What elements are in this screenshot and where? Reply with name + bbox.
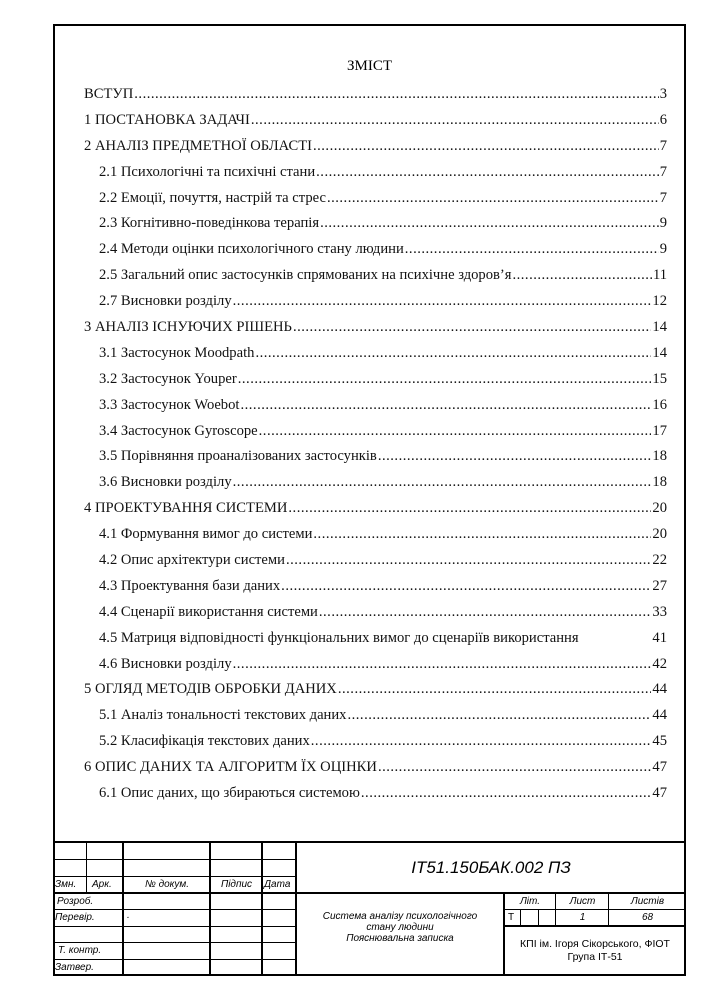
role-approved: Затвер. bbox=[55, 962, 94, 973]
toc-entry-page: 20 bbox=[652, 500, 667, 517]
toc-leader-dots bbox=[233, 474, 652, 491]
toc-entry-page: 22 bbox=[652, 552, 667, 569]
toc-entry[interactable] bbox=[84, 397, 667, 423]
toc-entry-page: 20 bbox=[652, 526, 667, 543]
toc-entry-label: 4.2 Опис архітектури системи bbox=[99, 552, 285, 569]
toc-leader-dots bbox=[319, 604, 652, 621]
tb-rule bbox=[261, 842, 263, 976]
toc-entry-label: 2.4 Методи оцінки психологічного стану людини bbox=[99, 241, 404, 258]
toc-leader-dots bbox=[134, 86, 658, 103]
toc-entry[interactable] bbox=[84, 604, 667, 630]
toc-entry[interactable] bbox=[84, 371, 667, 397]
toc-entry-page: 6 bbox=[659, 111, 667, 128]
toc-leader-dots bbox=[286, 552, 651, 569]
toc-leader-dots bbox=[238, 371, 652, 388]
toc-entry-label: 3.1 Застосунок Moodpath bbox=[99, 344, 255, 361]
tb-rule bbox=[53, 942, 296, 943]
toc-entry-label: 4 ПРОЕКТУВАННЯ СИСТЕМИ bbox=[84, 500, 288, 517]
role-checked: Перевір. bbox=[55, 912, 95, 923]
toc-leader-dots bbox=[361, 785, 652, 802]
toc-entry[interactable] bbox=[84, 423, 667, 449]
toc-entry[interactable] bbox=[84, 552, 667, 578]
table-of-contents bbox=[84, 86, 667, 811]
toc-entry-label: 2.5 Загальний опис застосунків спрямованих на психічне здоров’я bbox=[99, 267, 512, 284]
toc-entry[interactable] bbox=[84, 733, 667, 759]
toc-entry[interactable] bbox=[84, 759, 667, 785]
description-line: стану людини bbox=[366, 922, 434, 933]
toc-entry[interactable] bbox=[84, 448, 667, 474]
toc-entry-label: 2 АНАЛІЗ ПРЕДМЕТНОЇ ОБЛАСТІ bbox=[84, 137, 312, 154]
toc-entry[interactable] bbox=[84, 345, 667, 371]
toc-leader-dots bbox=[281, 578, 651, 595]
toc-entry-page: 9 bbox=[659, 215, 667, 232]
document-description bbox=[296, 893, 504, 976]
toc-entry-page: 14 bbox=[652, 344, 667, 361]
toc-entry-label: 2.1 Психологічні та психічні стани bbox=[99, 163, 316, 180]
header-doc-no: № докум. bbox=[144, 879, 190, 890]
toc-leader-dots bbox=[259, 423, 652, 440]
toc-entry[interactable] bbox=[84, 474, 667, 500]
header-change: Змн. bbox=[55, 879, 77, 890]
toc-entry[interactable] bbox=[84, 630, 667, 656]
tb-rule bbox=[86, 842, 87, 893]
toc-leader-dots bbox=[327, 190, 659, 207]
sheet-value: 1 bbox=[579, 912, 586, 923]
header-sheet: Арк. bbox=[92, 879, 112, 890]
toc-entry-label: 1 ПОСТАНОВКА ЗАДАЧІ bbox=[84, 111, 250, 128]
toc-entry-page: 33 bbox=[652, 603, 667, 620]
toc-title: ЗМІСТ bbox=[346, 58, 392, 74]
toc-entry[interactable] bbox=[84, 785, 667, 811]
description-line: Система аналізу психологічного bbox=[322, 911, 478, 922]
toc-entry-label: 2.2 Емоції, почуття, настрій та стрес bbox=[99, 189, 326, 206]
toc-entry-page: 7 bbox=[659, 137, 667, 154]
toc-leader-dots bbox=[378, 759, 651, 776]
toc-leader-dots bbox=[313, 138, 659, 155]
document-code: ІТ51.150БАК.002 ПЗ bbox=[411, 857, 571, 877]
toc-leader-dots bbox=[347, 707, 651, 724]
toc-entry-label: ВСТУП bbox=[84, 86, 134, 102]
toc-entry-page: 41 bbox=[652, 629, 667, 646]
toc-entry-page: 9 bbox=[659, 241, 667, 258]
header-date: Дата bbox=[264, 879, 291, 890]
toc-entry[interactable] bbox=[84, 319, 667, 345]
tb-rule bbox=[209, 842, 211, 976]
tb-rule bbox=[520, 909, 521, 926]
toc-entry-label: 4.5 Матриця відповідності функціональних вимог до сценаріїв використання bbox=[99, 629, 579, 646]
checked-value: . bbox=[127, 910, 130, 921]
toc-entry[interactable] bbox=[84, 293, 667, 319]
toc-entry-label: 2.7 Висновки розділу bbox=[99, 293, 232, 310]
toc-entry[interactable] bbox=[84, 190, 667, 216]
toc-leader-dots bbox=[233, 293, 652, 310]
organization-line: Група ІТ-51 bbox=[567, 951, 623, 963]
toc-entry-label: 3 АНАЛІЗ ІСНУЮЧИХ РІШЕНЬ bbox=[84, 319, 292, 336]
toc-entry-label: 3.4 Застосунок Gyroscope bbox=[99, 422, 258, 439]
toc-entry-label: 5.2 Класифікація текстових даних bbox=[99, 733, 310, 750]
toc-entry[interactable] bbox=[84, 138, 667, 164]
toc-entry[interactable] bbox=[84, 656, 667, 682]
organization bbox=[504, 926, 686, 976]
toc-entry-page: 18 bbox=[652, 448, 667, 465]
toc-entry-page: 44 bbox=[652, 681, 667, 698]
sheets-label: Листів bbox=[630, 896, 665, 907]
role-developed: Розроб. bbox=[57, 896, 94, 907]
toc-entry-label: 6.1 Опис даних, що збираються системою bbox=[99, 785, 360, 802]
toc-entry[interactable] bbox=[84, 500, 667, 526]
toc-entry-page: 7 bbox=[659, 189, 667, 206]
toc-entry-page: 44 bbox=[652, 707, 667, 724]
toc-entry-page: 11 bbox=[652, 267, 667, 284]
toc-entry-label: 4.3 Проектування бази даних bbox=[99, 577, 281, 594]
tb-rule bbox=[53, 859, 296, 860]
toc-entry[interactable] bbox=[84, 681, 667, 707]
toc-entry[interactable] bbox=[84, 578, 667, 604]
toc-leader-dots bbox=[512, 267, 651, 284]
header-signature: Підпис bbox=[220, 879, 253, 890]
toc-entry-page: 17 bbox=[652, 422, 667, 439]
sheets-value: 68 bbox=[641, 912, 654, 923]
toc-leader-dots bbox=[313, 526, 651, 543]
toc-entry-label: 3.5 Порівняння проаналізованих застосунків bbox=[99, 448, 377, 465]
toc-entry-label: 3.6 Висновки розділу bbox=[99, 474, 232, 491]
toc-leader-dots bbox=[311, 733, 652, 750]
toc-entry-label: 3.2 Застосунок Youper bbox=[99, 370, 237, 387]
toc-entry-label: 2.3 Когнітивно-поведінкова терапія bbox=[99, 215, 320, 232]
lit-value: Т bbox=[508, 912, 515, 923]
tb-rule bbox=[53, 926, 296, 927]
toc-entry-page: 7 bbox=[659, 163, 667, 180]
tb-rule bbox=[53, 876, 296, 877]
toc-entry[interactable] bbox=[84, 112, 667, 138]
toc-entry-page: 47 bbox=[652, 785, 667, 802]
toc-entry-page: 16 bbox=[652, 396, 667, 413]
toc-entry-page: 3 bbox=[659, 86, 667, 102]
toc-entry-page: 42 bbox=[652, 655, 667, 672]
toc-entry-page: 14 bbox=[652, 319, 667, 336]
toc-leader-dots bbox=[255, 345, 651, 362]
toc-leader-dots bbox=[316, 164, 659, 181]
toc-leader-dots bbox=[405, 241, 659, 258]
toc-leader-dots bbox=[320, 215, 659, 232]
toc-entry-page: 47 bbox=[652, 759, 667, 776]
toc-entry-label: 5 ОГЛЯД МЕТОДІВ ОБРОБКИ ДАНИХ bbox=[84, 681, 337, 698]
tb-rule bbox=[504, 909, 686, 910]
toc-leader-dots bbox=[293, 319, 651, 336]
toc-entry[interactable] bbox=[84, 267, 667, 293]
toc-entry-page: 18 bbox=[652, 474, 667, 491]
toc-entry-label: 6 ОПИС ДАНИХ ТА АЛГОРИТМ ЇХ ОЦІНКИ bbox=[84, 759, 377, 776]
role-tech-control: Т. контр. bbox=[58, 945, 102, 956]
toc-entry[interactable] bbox=[84, 241, 667, 267]
tb-rule bbox=[122, 842, 124, 976]
sheet-label: Лист bbox=[569, 896, 596, 907]
toc-entry-page: 12 bbox=[652, 293, 667, 310]
toc-leader-dots bbox=[251, 112, 659, 129]
toc-entry-page: 45 bbox=[652, 733, 667, 750]
toc-leader-dots bbox=[233, 656, 652, 673]
toc-leader-dots bbox=[240, 397, 651, 414]
toc-leader-dots bbox=[378, 448, 652, 465]
toc-entry[interactable] bbox=[84, 707, 667, 733]
toc-entry[interactable] bbox=[84, 86, 667, 112]
toc-leader-dots bbox=[288, 500, 651, 517]
toc-entry-label: 4.1 Формування вимог до системи bbox=[99, 526, 313, 543]
toc-entry-label: 4.6 Висновки розділу bbox=[99, 655, 232, 672]
toc-entry-page: 27 bbox=[652, 577, 667, 594]
toc-entry[interactable] bbox=[84, 526, 667, 552]
organization-line: КПІ ім. Ігоря Сікорського, ФІОТ bbox=[520, 938, 670, 950]
tb-rule bbox=[53, 959, 296, 960]
toc-entry[interactable] bbox=[84, 164, 667, 190]
tb-rule bbox=[53, 909, 296, 910]
toc-entry-label: 4.4 Сценарії використання системи bbox=[99, 603, 318, 620]
toc-leader-dots bbox=[338, 681, 652, 698]
description-line: Пояснювальна записка bbox=[346, 933, 454, 944]
toc-entry-label: 5.1 Аналіз тональності текстових даних bbox=[99, 707, 347, 724]
lit-label: Літ. bbox=[519, 896, 541, 907]
toc-entry-page: 15 bbox=[652, 370, 667, 387]
toc-entry[interactable] bbox=[84, 215, 667, 241]
toc-entry-label: 3.3 Застосунок Woebot bbox=[99, 396, 240, 413]
tb-rule bbox=[538, 909, 539, 926]
